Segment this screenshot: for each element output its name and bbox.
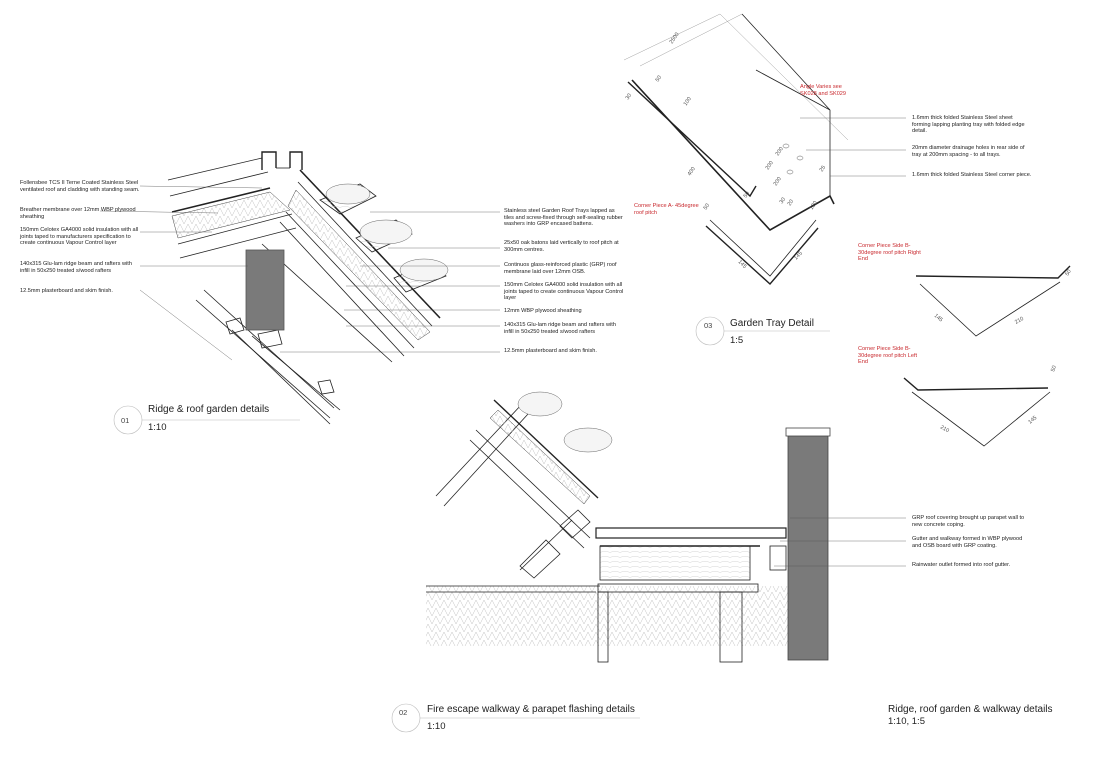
title-callouts — [114, 317, 830, 732]
sheet-scale: 1:10, 1:5 — [888, 716, 925, 727]
angle-varies-note: Angle Varies see SK028 and SK029 — [800, 84, 847, 97]
note-rainwater-outlet: Rainwater outlet formed into roof gutter. — [912, 562, 1011, 568]
dimension-label: 50 — [702, 202, 712, 212]
dimension-label: 145 — [932, 312, 944, 324]
note-cladding: Follensbee TCS II Terne Coated Stainless Steel ventilated roof and cladding with standing seam. — [20, 180, 140, 193]
detail02-number: 02 — [399, 708, 408, 717]
corner-piece-b-right-label: Corner Piece Side B- 30degree roof pitch Right End — [858, 243, 921, 263]
dimension-label: 145 — [736, 259, 748, 270]
note-glulam-right: 140x315 Glu-lam ridge beam and rafters with infill in 50x250 treated s/wood rafters — [504, 322, 616, 335]
corner-piece-b-left-label: Corner Piece Side B- 30degree roof pitch Left End — [858, 346, 918, 366]
note-gutter-walkway: Gutter and walkway formed in WBP plywood and OSB board with GRP coating. — [912, 536, 1023, 549]
note-plasterboard-right: 12.5mm plasterboard and skim finish. — [504, 348, 597, 354]
dimension-label: 30 — [778, 196, 788, 206]
note-breather-membrane: Breather membrane over 12mm WBP plywood sheathing — [20, 207, 136, 220]
note-plywood: 12mm WBP plywood sheathing — [504, 308, 582, 314]
dimension-label: 50 — [742, 190, 752, 200]
note-garden-trays: Stainless steel Garden Roof Trays lapped as tiles and screw-fixed through self-sealing rubber washers into GRP encased battens. — [504, 208, 623, 228]
dimension-label: 30 — [624, 92, 634, 102]
dimension-label: 210 — [939, 424, 950, 435]
detail02-title: Fire escape walkway & parapet flashing details — [427, 704, 635, 715]
dimension-label: 145 — [793, 250, 804, 262]
dimension-label: 120 — [808, 200, 819, 212]
detail01-title: Ridge & roof garden details — [148, 404, 270, 415]
dimension-label: 210 — [1014, 315, 1025, 326]
garden-tray-drawing — [624, 14, 1070, 446]
sheet-title: Ridge, roof garden & walkway details — [888, 704, 1053, 715]
note-grp-covering: GRP roof covering brought up parapet wall to new concrete coping. — [912, 515, 1025, 528]
note-insulation-right: 150mm Celotex GA4000 solid insulation with all joints taped to create continuous Vapour Control layer — [504, 282, 624, 302]
detail03-scale: 1:5 — [730, 335, 744, 346]
note-corner-piece: 1.6mm thick folded Stainless Steel corner piece. — [912, 172, 1032, 178]
ridge-detail-drawing — [100, 152, 500, 424]
dimension-label: 2500 — [668, 31, 681, 46]
note-oak-batons: 25x50 oak batons laid vertically to roof pitch at 300mm centres. — [504, 240, 619, 253]
dimension-label: 100 — [682, 96, 693, 108]
note-grp-membrane: Continuos glass-reinforced plastic (GRP) roof membrane laid over 12mm OSB. — [504, 262, 617, 275]
dimension-label: 200 — [764, 160, 775, 172]
walkway-detail-drawing — [426, 392, 906, 662]
dimension-label: 25 — [818, 164, 828, 174]
dimension-label: 50 — [654, 74, 664, 84]
detail03-number: 03 — [704, 321, 713, 330]
dimension-label: 20 — [786, 198, 796, 208]
dimension-label: 400 — [686, 166, 697, 178]
detail02-scale: 1:10 — [427, 721, 446, 732]
detail01-scale: 1:10 — [148, 422, 167, 433]
detail01-number: 01 — [121, 416, 130, 425]
note-drainage-holes: 20mm diameter drainage holes in rear side of tray at 200mm spacing - to all trays. — [912, 145, 1025, 158]
dimension-label: 50 — [1050, 364, 1058, 373]
dimension-label: 200 — [772, 176, 783, 188]
detail03-title: Garden Tray Detail — [730, 318, 814, 329]
corner-piece-a-label: Corner Piece A- 45degree roof pitch — [634, 203, 699, 216]
note-ridge-beam: 140x315 Glu-lam ridge beam and rafters with infill in 50x250 treated s/wood rafters — [20, 261, 132, 274]
note-plasterboard: 12.5mm plasterboard and skim finish. — [20, 288, 113, 294]
dimension-label: 50 — [1064, 268, 1073, 277]
note-insulation: 150mm Celotex GA4000 solid insulation with all joints taped to manufacturers specification to create continuous Vapour Control layer — [20, 227, 139, 247]
note-tray-sheet: 1.6mm thick folded Stainless Steel sheet forming lapping planting tray with folded edge detail. — [912, 115, 1025, 135]
dimension-label: 145 — [1027, 415, 1039, 426]
dimension-label: 200 — [774, 146, 785, 158]
